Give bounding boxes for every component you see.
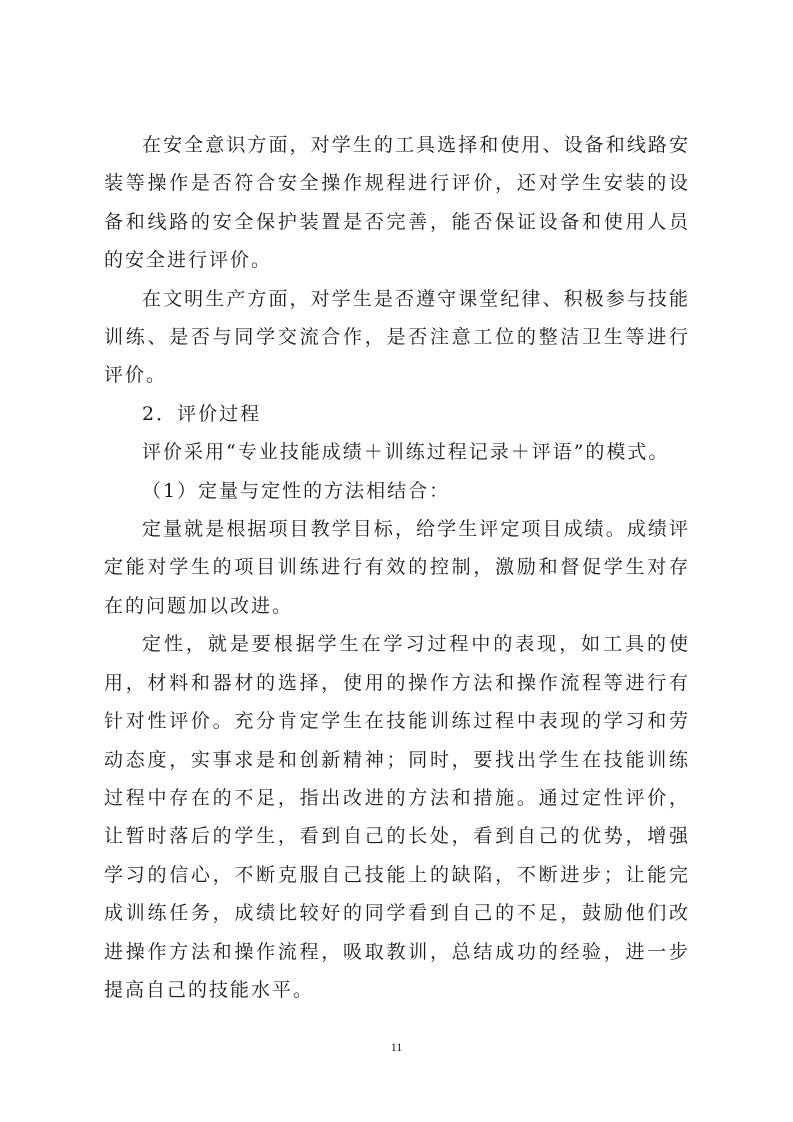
page-number: 11 <box>390 1040 403 1054</box>
paragraph-qualitative: 定性，就是要根据学生在学习过程中的表现，如工具的使用，材料和器材的选择，使用的操作方法和操作流程等进行有针对性评价。充分肯定学生在技能训练过程中表现的学习和劳动态度，实事求是和创新精神；同时，要找出学生在技能训练过程中存在的不足，指出改进的方法和措施。通过定性评价，让暂时落后的学生，看到自己的长处，看到自己的优势，增强学习的信心，不断克服自己技能上的缺陷，不断进步；让能完成训练任务，成绩比较好的同学看到自己的不足，鼓励他们改进操作方法和操作流程，吸取教训，总结成功的经验，进一步提高自己的技能水平。 <box>104 633 690 1001</box>
paragraph-evaluation-mode: 评价采用“专业技能成绩＋训练过程记录＋评语”的模式。 <box>142 441 670 464</box>
subheading-quantitative-qualitative: （1）定量与定性的方法相结合： <box>142 479 451 502</box>
document-body <box>104 126 690 1009</box>
paragraph-quantitative: 定量就是根据项目教学目标，给学生评定项目成绩。成绩评定能对学生的项目训练进行有效的控制，激励和督促学生对存在的问题加以改进。 <box>104 518 690 617</box>
paragraph-civilized-production: 在文明生产方面，对学生是否遵守课堂纪律、积极参与技能训练、是否与同学交流合作，是否注意工位的整洁卫生等进行评价。 <box>104 287 690 387</box>
section-heading-evaluation-process: 2．评价过程 <box>142 402 262 425</box>
paragraph-safety-awareness: 在安全意识方面，对学生的工具选择和使用、设备和线路安装等操作是否符合安全操作规程进行评价，还对学生安装的设备和线路的安全保护装置是否完善，能否保证设备和使用人员的安全进行评价。 <box>104 134 690 272</box>
